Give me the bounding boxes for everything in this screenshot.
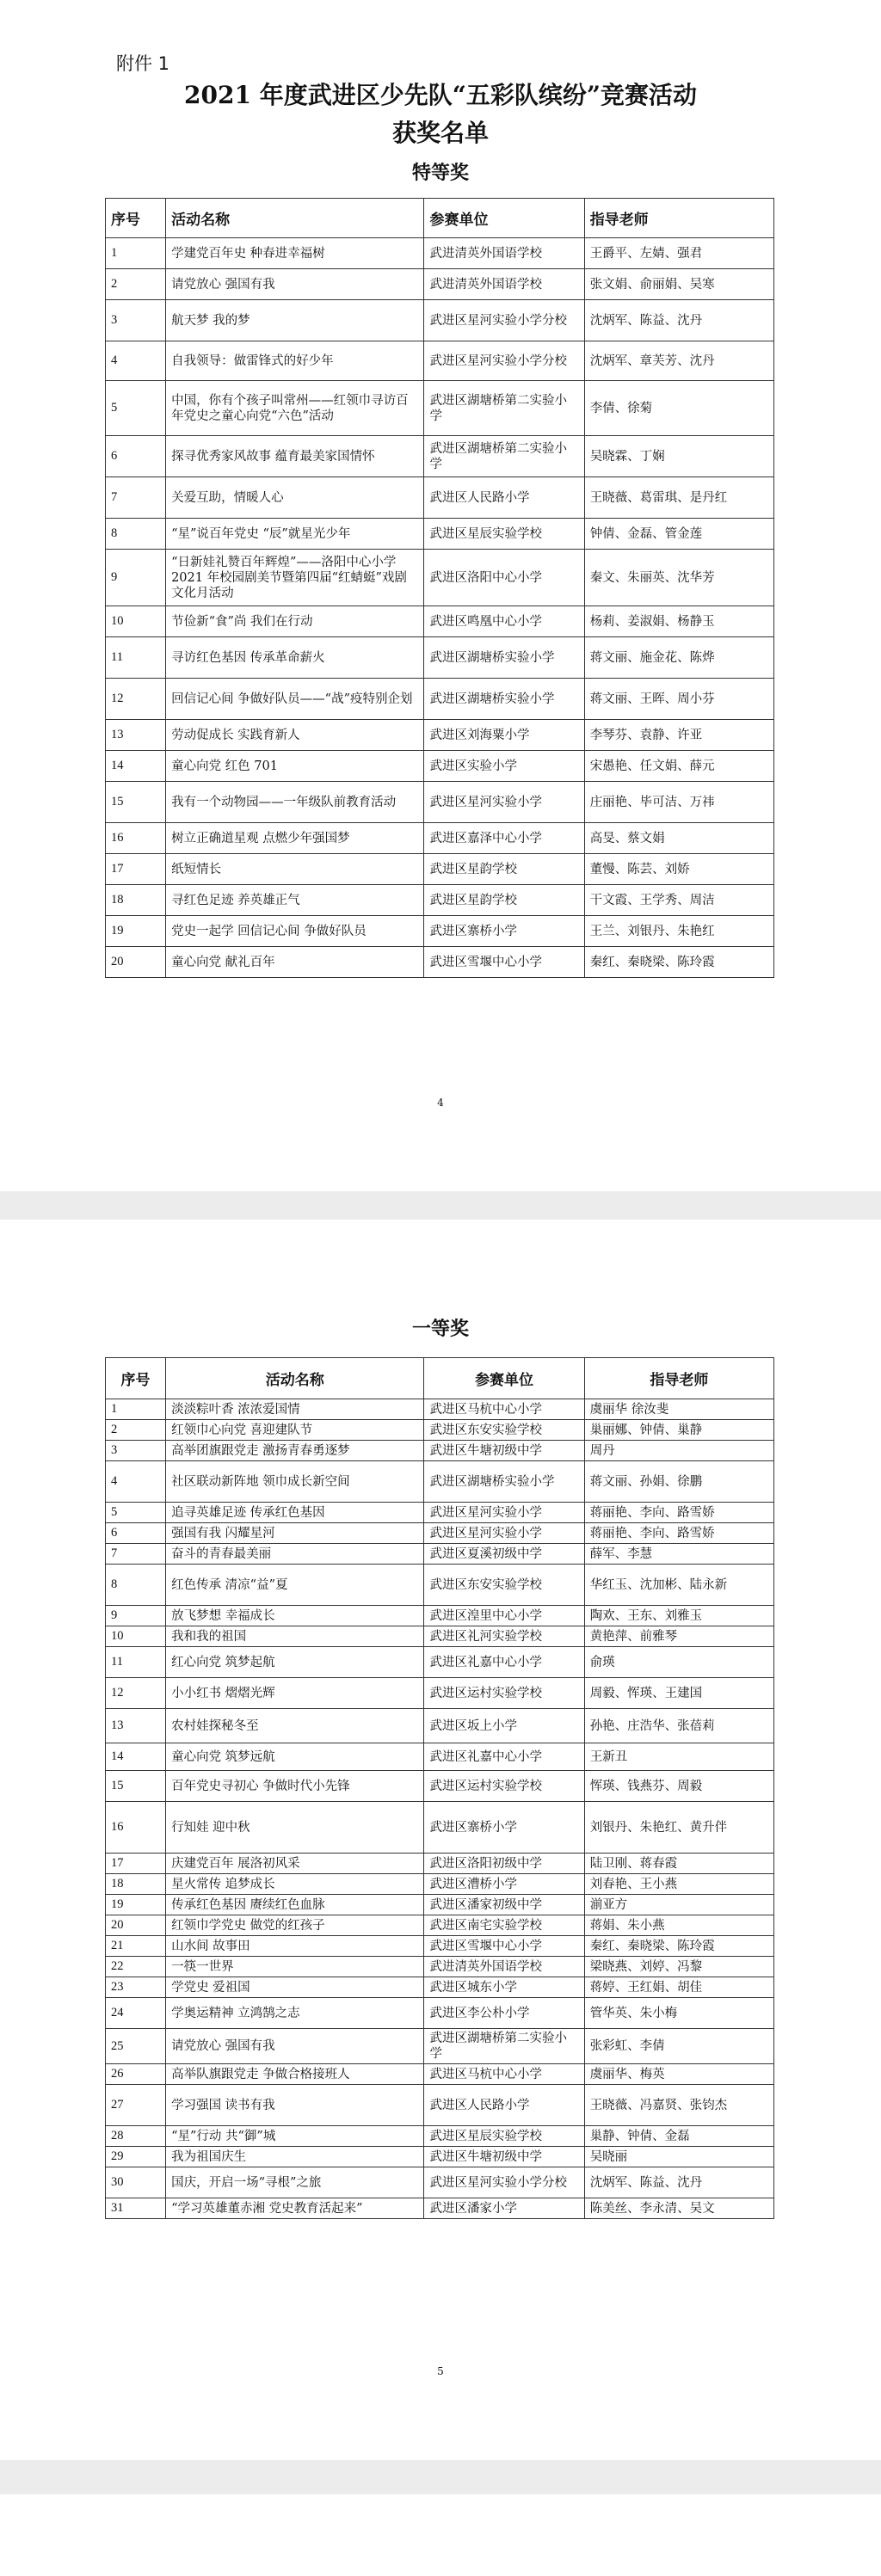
row-number: 3 (106, 300, 166, 341)
activity-name: 寻访红色基因 传承革命薪火 (166, 637, 424, 679)
activity-name: 纸短情长 (166, 854, 424, 885)
participating-unit: 武进区雪堰中心小学 (424, 947, 584, 978)
instructors: 李倩、徐菊 (584, 381, 773, 436)
activity-name: 请党放心 强国有我 (166, 269, 424, 300)
table-row (106, 720, 774, 751)
instructors: 钟倩、金磊、管金莲 (584, 519, 773, 550)
table-row (106, 238, 774, 269)
row-number: 6 (106, 1523, 166, 1544)
instructors: 陶欢、王东、刘雅玉 (584, 1606, 773, 1626)
row-number: 5 (106, 1503, 166, 1523)
activity-name: 星火常传 追梦成长 (166, 1874, 424, 1895)
instructors: 王新丑 (584, 1743, 773, 1771)
header-teachers: 指导老师 (584, 1358, 773, 1399)
activity-name: 红领巾心向党 喜迎建队节 (166, 1420, 424, 1441)
row-number: 26 (106, 2064, 166, 2085)
instructors: 秦红、秦晓梁、陈玲霞 (584, 1936, 773, 1957)
participating-unit: 武进区城东小学 (424, 1977, 584, 1998)
instructors: 管华英、朱小梅 (584, 1998, 773, 2029)
participating-unit: 武进区星辰实验学校 (424, 519, 584, 550)
row-number: 28 (106, 2126, 166, 2147)
activity-name: 学习强国 读书有我 (166, 2085, 424, 2126)
row-number: 4 (106, 1461, 166, 1503)
activity-name: 庆建党百年 展洛初风采 (166, 1854, 424, 1874)
table-row (106, 1461, 774, 1503)
instructors: 梁晓燕、刘婷、冯黎 (584, 1957, 773, 1977)
row-number: 16 (106, 1802, 166, 1854)
table-row (106, 436, 774, 477)
instructors: 巢静、钟倩、金磊 (584, 2126, 773, 2147)
instructors: 王晓薇、葛雷琪、是丹红 (584, 477, 773, 519)
participating-unit: 武进区星河实验小学分校 (424, 341, 584, 381)
row-number: 8 (106, 1565, 166, 1606)
table-row (106, 2064, 774, 2085)
header-activity-name: 活动名称 (166, 1358, 424, 1399)
activity-name: 童心向党 筑梦远航 (166, 1743, 424, 1771)
section-title-first-prize: 一等奖 (411, 1318, 469, 1340)
activity-name: 行知娃 迎中秋 (166, 1802, 424, 1854)
participating-unit: 武进区礼河实验学校 (424, 1626, 584, 1647)
row-number: 6 (106, 436, 166, 477)
participating-unit: 武进区湖塘桥第二实验小学 (424, 381, 584, 436)
table-row (106, 1771, 774, 1802)
special-prize-table (105, 198, 774, 978)
table-row (106, 1895, 774, 1915)
row-number: 12 (106, 679, 166, 720)
instructors: 虞丽华 徐汝斐 (584, 1399, 773, 1420)
participating-unit: 武进区坂上小学 (424, 1709, 584, 1743)
table-row (106, 1936, 774, 1957)
activity-name: “学习英雄董赤湘 党史教育活起来” (166, 2198, 424, 2219)
participating-unit: 武进区星河实验小学分校 (424, 2167, 584, 2198)
row-number: 2 (106, 1420, 166, 1441)
table-row (106, 1743, 774, 1771)
instructors: 湔亚方 (584, 1895, 773, 1915)
row-number: 10 (106, 606, 166, 637)
participating-unit: 武进区星河实验小学 (424, 1503, 584, 1523)
activity-name: 一筷一世界 (166, 1957, 424, 1977)
page-number: 4 (437, 1097, 444, 1109)
row-number: 21 (106, 1936, 166, 1957)
activity-name: 自我领导：做雷锋式的好少年 (166, 341, 424, 381)
activity-name: 学党史 爱祖国 (166, 1977, 424, 1998)
table-row (106, 1998, 774, 2029)
activity-name: 淡淡粽叶香 浓浓爱国情 (166, 1399, 424, 1420)
row-number: 14 (106, 1743, 166, 1771)
header-no: 序号 (106, 1358, 166, 1399)
activity-name: 强国有我 闪耀星河 (166, 1523, 424, 1544)
instructors: 张文娟、俞丽娟、吴寒 (584, 269, 773, 300)
participating-unit: 武进区南宅实验学校 (424, 1915, 584, 1936)
participating-unit: 武进区湟里中心小学 (424, 1606, 584, 1626)
participating-unit: 武进区湖塘桥第二实验小学 (424, 436, 584, 477)
instructors: 王晓薇、冯嘉贤、张钧杰 (584, 2085, 773, 2126)
activity-name: 社区联动新阵地 领巾成长新空间 (166, 1461, 424, 1503)
activity-name: 百年党史寻初心 争做时代小先锋 (166, 1771, 424, 1802)
instructors: 刘银丹、朱艳红、黄升伴 (584, 1802, 773, 1854)
participating-unit: 武进区运村实验学校 (424, 1678, 584, 1709)
activity-name: “星”说百年党史 “辰”就星光少年 (166, 519, 424, 550)
table-row (106, 2126, 774, 2147)
row-number: 5 (106, 381, 166, 436)
table-row (106, 477, 774, 519)
instructors: 蒋文丽、王晖、周小芬 (584, 679, 773, 720)
table-row (106, 519, 774, 550)
row-number: 9 (106, 550, 166, 606)
instructors: 干文霞、王学秀、周洁 (584, 885, 773, 916)
participating-unit: 武进区漕桥小学 (424, 1874, 584, 1895)
row-number: 19 (106, 1895, 166, 1915)
participating-unit: 武进区星河实验小学 (424, 782, 584, 823)
instructors: 蒋丽艳、李向、路雪娇 (584, 1523, 773, 1544)
row-number: 17 (106, 854, 166, 885)
page-number: 5 (437, 2365, 444, 2377)
table-row (106, 885, 774, 916)
participating-unit: 武进清英外国语学校 (424, 1957, 584, 1977)
row-number: 4 (106, 341, 166, 381)
instructors: 俞瑛 (584, 1647, 773, 1678)
participating-unit: 武进区马杭中心小学 (424, 1399, 584, 1420)
table-row (106, 2085, 774, 2126)
row-number: 11 (106, 1647, 166, 1678)
instructors: 蒋文丽、施金花、陈烨 (584, 637, 773, 679)
activity-name: 请党放心 强国有我 (166, 2029, 424, 2064)
participating-unit: 武进区实验小学 (424, 751, 584, 782)
activity-name: 树立正确道星观 点燃少年强国梦 (166, 823, 424, 854)
participating-unit: 武进清英外国语学校 (424, 238, 584, 269)
activity-name: 红领巾学党史 做党的红孩子 (166, 1915, 424, 1936)
participating-unit: 武进区潘家小学 (424, 2198, 584, 2219)
participating-unit: 武进区湖塘桥实验小学 (424, 1461, 584, 1503)
participating-unit: 武进区寨桥小学 (424, 1802, 584, 1854)
participating-unit: 武进区牛塘初级中学 (424, 1441, 584, 1461)
table-row (106, 679, 774, 720)
table-row (106, 1399, 774, 1420)
table-row (106, 1626, 774, 1647)
participating-unit: 武进区鸣凰中心小学 (424, 606, 584, 637)
row-number: 31 (106, 2198, 166, 2219)
row-number: 30 (106, 2167, 166, 2198)
table-row (106, 2147, 774, 2167)
annex-label: 附件 1 (116, 53, 170, 74)
row-number: 11 (106, 637, 166, 679)
row-number: 19 (106, 916, 166, 947)
instructors: 刘春艳、王小燕 (584, 1874, 773, 1895)
activity-name: 我和我的祖国 (166, 1626, 424, 1647)
activity-name: 农村娃探秘冬至 (166, 1709, 424, 1743)
participating-unit: 武进区人民路小学 (424, 2085, 584, 2126)
activity-name: 放飞梦想 幸福成长 (166, 1606, 424, 1626)
activity-name: “星”行动 共“御”城 (166, 2126, 424, 2147)
participating-unit: 武进区李公朴小学 (424, 1998, 584, 2029)
document-page-1 (0, 0, 881, 1191)
table-row (106, 381, 774, 436)
header-activity-name: 活动名称 (166, 199, 424, 238)
instructors: 董慢、陈芸、刘娇 (584, 854, 773, 885)
activity-name: 红心向党 筑梦起航 (166, 1647, 424, 1678)
table-row (106, 1523, 774, 1544)
instructors: 孙艳、庄浩华、张蓓莉 (584, 1709, 773, 1743)
table-row (106, 854, 774, 885)
table-row (106, 1565, 774, 1606)
row-number: 27 (106, 2085, 166, 2126)
instructors: 沈炳军、陈益、沈丹 (584, 2167, 773, 2198)
first-prize-table (105, 1357, 774, 2219)
participating-unit: 武进区湖塘桥第二实验小学 (424, 2029, 584, 2064)
table-row (106, 1957, 774, 1977)
row-number: 12 (106, 1678, 166, 1709)
row-number: 7 (106, 1544, 166, 1565)
row-number: 10 (106, 1626, 166, 1647)
activity-name: 红色传承 清凉“益”夏 (166, 1565, 424, 1606)
document-page-2 (0, 1220, 881, 2460)
table-row (106, 2167, 774, 2198)
row-number: 18 (106, 1874, 166, 1895)
activity-name: 高举团旗跟党走 激扬青春勇逐梦 (166, 1441, 424, 1461)
row-number: 14 (106, 751, 166, 782)
activity-name: 党史一起学 回信记心间 争做好队员 (166, 916, 424, 947)
instructors: 周丹 (584, 1441, 773, 1461)
participating-unit: 武进区洛阳初级中学 (424, 1854, 584, 1874)
row-number: 25 (106, 2029, 166, 2064)
table-row (106, 947, 774, 978)
table-row (106, 1420, 774, 1441)
row-number: 13 (106, 720, 166, 751)
table-row (106, 1854, 774, 1874)
row-number: 9 (106, 1606, 166, 1626)
instructors: 高旻、蔡文娟 (584, 823, 773, 854)
table-row (106, 1647, 774, 1678)
instructors: 虞丽华、梅英 (584, 2064, 773, 2085)
row-number: 15 (106, 782, 166, 823)
participating-unit: 武进区星韵学校 (424, 854, 584, 885)
table-row (106, 916, 774, 947)
activity-name: 学建党百年史 种春进幸福树 (166, 238, 424, 269)
row-number: 1 (106, 1399, 166, 1420)
instructors: 陈美丝、李永清、吴文 (584, 2198, 773, 2219)
participating-unit: 武进区夏溪初级中学 (424, 1544, 584, 1565)
instructors: 吴晓霖、丁娴 (584, 436, 773, 477)
participating-unit: 武进区潘家初级中学 (424, 1895, 584, 1915)
instructors: 巢丽娜、钟倩、巢静 (584, 1420, 773, 1441)
participating-unit: 武进区雪堰中心小学 (424, 1936, 584, 1957)
activity-name: 山水间 故事田 (166, 1936, 424, 1957)
instructors: 沈炳军、陈益、沈丹 (584, 300, 773, 341)
row-number: 20 (106, 947, 166, 978)
table-row (106, 269, 774, 300)
table-row (106, 606, 774, 637)
instructors: 杨莉、姜淑娟、杨静玉 (584, 606, 773, 637)
row-number: 13 (106, 1709, 166, 1743)
activity-name: 航天梦 我的梦 (166, 300, 424, 341)
participating-unit: 武进区星辰实验学校 (424, 2126, 584, 2147)
activity-name: 奋斗的青春最美丽 (166, 1544, 424, 1565)
instructors: 庄丽艳、毕可洁、万祎 (584, 782, 773, 823)
header-no: 序号 (106, 199, 166, 238)
instructors: 蒋文丽、孙娟、徐鹏 (584, 1461, 773, 1503)
table-row (106, 751, 774, 782)
activity-name: 节俭新“食”尚 我们在行动 (166, 606, 424, 637)
instructors: 蒋婷、王红娟、胡佳 (584, 1977, 773, 1998)
activity-name: 我为祖国庆生 (166, 2147, 424, 2167)
instructors: 张彩虹、李倩 (584, 2029, 773, 2064)
participating-unit: 武进区运村实验学校 (424, 1771, 584, 1802)
activity-name: 小小红书 熠熠光辉 (166, 1678, 424, 1709)
instructors: 蒋丽艳、李向、路雪娇 (584, 1503, 773, 1523)
instructors: 陆卫刚、蒋春霞 (584, 1854, 773, 1874)
instructors: 王兰、刘银丹、朱艳红 (584, 916, 773, 947)
participating-unit: 武进区刘海粟小学 (424, 720, 584, 751)
row-number: 1 (106, 238, 166, 269)
instructors: 秦文、朱丽英、沈华芳 (584, 550, 773, 606)
participating-unit: 武进区人民路小学 (424, 477, 584, 519)
table-header-row (106, 199, 774, 238)
table-row (106, 1915, 774, 1936)
table-row (106, 1441, 774, 1461)
table-row (106, 1977, 774, 1998)
table-header-row (106, 1358, 774, 1399)
participating-unit: 武进区洛阳中心小学 (424, 550, 584, 606)
activity-name: 国庆，开启一场“寻根”之旅 (166, 2167, 424, 2198)
header-teachers: 指导老师 (584, 199, 773, 238)
instructors: 王爵平、左婧、强君 (584, 238, 773, 269)
activity-name: 学奥运精神 立鸿鹄之志 (166, 1998, 424, 2029)
section-title-special-prize: 特等奖 (411, 162, 469, 184)
instructors: 周毅、恽瑛、王建国 (584, 1678, 773, 1709)
instructors: 沈炳军、章芙芳、沈丹 (584, 341, 773, 381)
instructors: 吴晓丽 (584, 2147, 773, 2167)
row-number: 23 (106, 1977, 166, 1998)
activity-name: 回信记心间 争做好队员——“战”疫特别企划 (166, 679, 424, 720)
row-number: 29 (106, 2147, 166, 2167)
participating-unit: 武进清英外国语学校 (424, 269, 584, 300)
participating-unit: 武进区东安实验学校 (424, 1420, 584, 1441)
participating-unit: 武进区礼嘉中心小学 (424, 1647, 584, 1678)
header-unit: 参赛单位 (424, 1358, 584, 1399)
table-row (106, 1802, 774, 1854)
row-number: 7 (106, 477, 166, 519)
activity-name: 传承红色基因 赓续红色血脉 (166, 1895, 424, 1915)
table-row (106, 782, 774, 823)
activity-name: 高举队旗跟党走 争做合格接班人 (166, 2064, 424, 2085)
table-row (106, 1606, 774, 1626)
participating-unit: 武进区寨桥小学 (424, 916, 584, 947)
table-row (106, 2029, 774, 2064)
participating-unit: 武进区牛塘初级中学 (424, 2147, 584, 2167)
table-row (106, 341, 774, 381)
row-number: 2 (106, 269, 166, 300)
instructors: 宋愚艳、任文娟、薛元 (584, 751, 773, 782)
activity-name: 劳动促成长 实践育新人 (166, 720, 424, 751)
instructors: 黄艳萍、前雅琴 (584, 1626, 773, 1647)
table-row (106, 1874, 774, 1895)
participating-unit: 武进区星河实验小学 (424, 1523, 584, 1544)
activity-name: 童心向党 献礼百年 (166, 947, 424, 978)
table-row (106, 1678, 774, 1709)
document-title-line1: 2021 年度武进区少先队“五彩队缤纷”竞赛活动 (184, 81, 697, 109)
row-number: 3 (106, 1441, 166, 1461)
activity-name: “日新娃礼赞百年辉煌”——洛阳中心小学 2021 年校园剧美节暨第四届“红蜻蜓”戏剧文化月活动 (166, 550, 424, 606)
table-row (106, 550, 774, 606)
row-number: 17 (106, 1854, 166, 1874)
table-row (106, 637, 774, 679)
table-row (106, 823, 774, 854)
document-title-line2: 获奖名单 (391, 119, 489, 147)
participating-unit: 武进区嘉泽中心小学 (424, 823, 584, 854)
table-row (106, 2198, 774, 2219)
row-number: 8 (106, 519, 166, 550)
participating-unit: 武进区湖塘桥实验小学 (424, 679, 584, 720)
activity-name: 童心向党 红色 701 (166, 751, 424, 782)
activity-name: 中国，你有个孩子叫常州——红领巾寻访百年党史之童心向党“六色”活动 (166, 381, 424, 436)
activity-name: 寻红色足迹 养英雄正气 (166, 885, 424, 916)
activity-name: 关爱互助，情暖人心 (166, 477, 424, 519)
table-row (106, 1709, 774, 1743)
participating-unit: 武进区礼嘉中心小学 (424, 1743, 584, 1771)
table-row (106, 300, 774, 341)
row-number: 15 (106, 1771, 166, 1802)
instructors: 恽瑛、钱燕芬、周毅 (584, 1771, 773, 1802)
participating-unit: 武进区湖塘桥实验小学 (424, 637, 584, 679)
row-number: 22 (106, 1957, 166, 1977)
row-number: 18 (106, 885, 166, 916)
document-page-3 (0, 2494, 881, 2576)
participating-unit: 武进区星韵学校 (424, 885, 584, 916)
instructors: 李琴芬、袁静、许亚 (584, 720, 773, 751)
activity-name: 我有一个动物园——一年级队前教育活动 (166, 782, 424, 823)
activity-name: 追寻英雄足迹 传承红色基因 (166, 1503, 424, 1523)
header-unit: 参赛单位 (424, 199, 584, 238)
table-row (106, 1544, 774, 1565)
row-number: 16 (106, 823, 166, 854)
table-row (106, 1503, 774, 1523)
instructors: 秦红、秦晓梁、陈玲霞 (584, 947, 773, 978)
row-number: 20 (106, 1915, 166, 1936)
instructors: 薛军、李慧 (584, 1544, 773, 1565)
instructors: 华红玉、沈加彬、陆永新 (584, 1565, 773, 1606)
row-number: 24 (106, 1998, 166, 2029)
instructors: 蒋娟、朱小燕 (584, 1915, 773, 1936)
participating-unit: 武进区东安实验学校 (424, 1565, 584, 1606)
participating-unit: 武进区马杭中心小学 (424, 2064, 584, 2085)
participating-unit: 武进区星河实验小学分校 (424, 300, 584, 341)
activity-name: 探寻优秀家风故事 蕴育最美家国情怀 (166, 436, 424, 477)
